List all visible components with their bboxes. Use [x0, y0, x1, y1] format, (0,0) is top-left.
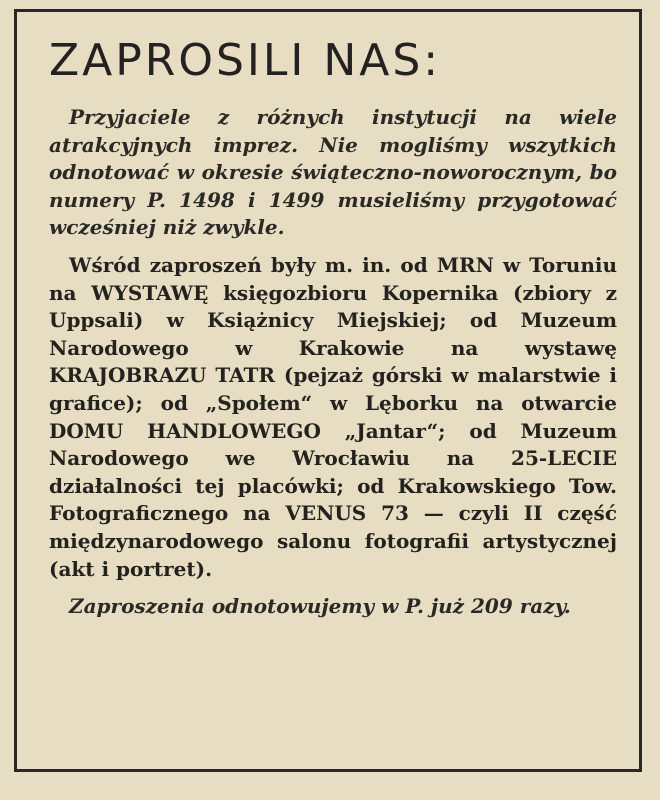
article-frame [14, 9, 642, 772]
closing-paragraph: Zaproszenia odnotowujemy w P. już 209 razy. [69, 594, 571, 619]
article-title: ZAPROSILI NAS: [49, 35, 442, 86]
body-paragraph: Wśród zaproszeń były m. in. od MRN w Toruniu na WYSTAWĘ księgozbioru Kopernika (zbiory z Uppsali) w Książnicy Miejskiej; od Muzeum Narodowego w Krakowie na wystawę KRAJOBRAZU TATR (pejzaż górski w malarstwie i grafice); od „Społem“ w Lęborku na otwarcie DOMU HANDLOWEGO „Jantar“; od Muzeum Narodowego we Wrocławiu na 25-LECIE działalności tej placówki; od Krakowskiego Tow. Fotograficznego na VENUS 73 — czyli II część międzynarodowego salonu fotografii artystycznej (akt i portret). [49, 252, 617, 581]
intro-paragraph: Przyjaciele z różnych instytucji na wiele atrakcyjnych imprez. Nie mogliśmy wszytkich odnotować w okresie świąteczno-noworocznym, bo numery P. 1498 i 1499 musieliśmy przygotować wcześniej niż zwykle. [49, 105, 617, 240]
